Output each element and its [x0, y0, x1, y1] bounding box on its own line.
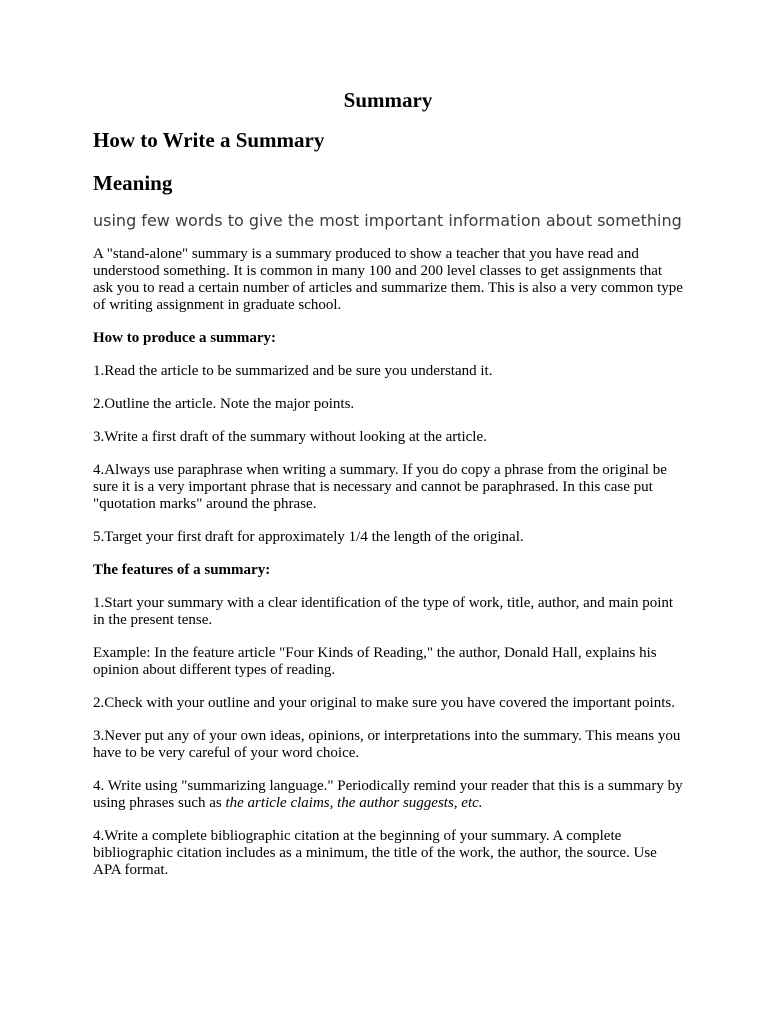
- feature-4-text: 4. Write using "summarizing language." Periodically remind your reader that this is a summary by using phrases such as: [93, 778, 683, 811]
- step-item: 2.Outline the article. Note the major points.: [93, 396, 355, 412]
- step-item: 4.Always use paraphrase when writing a summary. If you do copy a phrase from the original be sure it is a very important phrase that is necessary and cannot be paraphrased. In this case put "quotation marks" around the phrase.: [93, 462, 667, 512]
- document-title: Summary: [343, 88, 433, 112]
- feature-item: 1.Start your summary with a clear identification of the type of work, title, author, and main point in the present tense.: [93, 595, 674, 628]
- features-heading: The features of a summary:: [93, 562, 271, 578]
- feature-example: Example: In the feature article "Four Kinds of Reading," the author, Donald Hall, explains his opinion about different types of reading.: [93, 645, 657, 678]
- step-item: 3.Write a first draft of the summary without looking at the article.: [93, 429, 487, 445]
- step-item: 1.Read the article to be summarized and be sure you understand it.: [93, 363, 493, 379]
- meaning-heading: Meaning: [93, 171, 173, 195]
- feature-item-summarizing-language: [93, 778, 683, 812]
- feature-item: 3.Never put any of your own ideas, opinions, or interpretations into the summary. This means you have to be very careful of your word choice.: [93, 728, 681, 761]
- step-item: 5.Target your first draft for approximately 1/4 the length of the original.: [93, 529, 524, 545]
- document-body: [93, 87, 683, 895]
- definition-text: using few words to give the most important information about something: [93, 211, 682, 230]
- main-heading: How to Write a Summary: [93, 128, 325, 152]
- intro-paragraph: A "stand-alone" summary is a summary produced to show a teacher that you have read and understood something. It is common in many 100 and 200 level classes to get assignments that ask you to read a certain number of articles and summarize them. This is also a very common type of writing assignment in graduate school.: [93, 246, 683, 313]
- feature-item: 2.Check with your outline and your original to make sure you have covered the important points.: [93, 695, 675, 711]
- feature-item-citation: 4.Write a complete bibliographic citation at the beginning of your summary. A complete bibliographic citation includes as a minimum, the title of the work, the author, the source. Use APA format.: [93, 828, 657, 878]
- how-to-heading: How to produce a summary:: [93, 330, 277, 346]
- feature-4-italic-phrases: the article claims, the author suggests, etc.: [225, 795, 483, 811]
